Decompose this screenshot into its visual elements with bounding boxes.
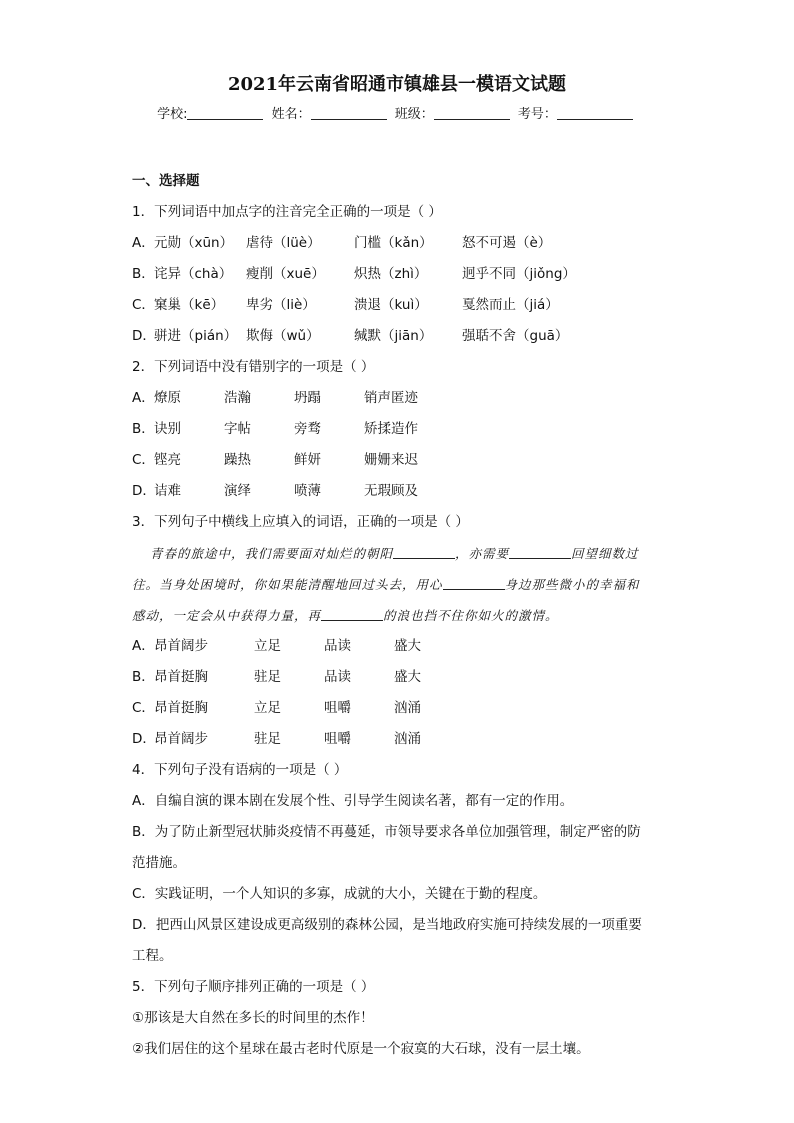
- passage-line-2: [132, 569, 672, 600]
- option-item: 瘦削（xuē）: [246, 266, 325, 282]
- passage-text: 的浪也挡不住你如火的激情。: [383, 608, 559, 623]
- option-label: C．: [132, 700, 155, 716]
- option-label: C．: [132, 297, 155, 313]
- question-3-stem: 3．下列句子中横线上应填入的词语，正确的一项是（ ）: [132, 514, 469, 530]
- name-label: 姓名：: [271, 107, 311, 122]
- option-item: 迥乎不同（jiǒng）: [462, 266, 576, 282]
- number-blank[interactable]: [557, 105, 633, 120]
- option-item: 品读: [324, 669, 351, 685]
- option-item: 无瑕顾及: [364, 483, 418, 499]
- option-item: 立足: [254, 700, 281, 716]
- option-item: 缄默（jiān）: [354, 328, 433, 344]
- option-item: 咀嚼: [324, 700, 351, 716]
- q4-option-a[interactable]: A．自编自演的课本剧在发展个性、引导学生阅读名著，都有一定的作用。: [132, 793, 574, 809]
- passage-text: 感动，一定会从中获得力量，再: [132, 608, 322, 623]
- q4-option-b-line1[interactable]: B．为了防止新型冠状肺炎疫情不再蔓延，市领导要求各单位加强管理，制定严密的防: [132, 824, 641, 840]
- q4-option-c[interactable]: C．实践证明，一个人知识的多寡，成就的大小，关键在于勤的程度。: [132, 886, 547, 902]
- option-label: B．: [132, 669, 155, 685]
- student-info-row: [0, 103, 794, 122]
- option-item: 铿亮: [154, 452, 181, 468]
- option-item: 字帖: [224, 421, 251, 437]
- option-item: 盛大: [394, 638, 421, 654]
- option-item: 门槛（kǎn）: [354, 235, 433, 251]
- option-item: 戛然而止（jiá）: [462, 297, 559, 313]
- q3-option-d[interactable]: [132, 724, 672, 755]
- question-5-stem: 5．下列句子顺序排列正确的一项是（ ）: [132, 979, 375, 995]
- option-item: 立足: [254, 638, 281, 654]
- option-label: D．: [132, 731, 156, 747]
- option-item: 窠巢（kē）: [154, 297, 225, 313]
- passage-text: ，亦需要: [455, 546, 510, 561]
- question-2-stem: 2．下列词语中没有错别字的一项是（ ）: [132, 359, 375, 375]
- option-item: 强聒不舍（guā）: [462, 328, 569, 344]
- option-item: 坍蹋: [294, 390, 321, 406]
- option-item: 炽热（zhì）: [354, 266, 428, 282]
- class-label: 班级：: [394, 107, 434, 122]
- fill-blank-4[interactable]: [321, 608, 383, 621]
- option-item: 姗姗来迟: [364, 452, 418, 468]
- option-item: 虐待（lüè）: [246, 235, 321, 251]
- option-label: A．: [132, 638, 155, 654]
- school-blank[interactable]: [187, 105, 263, 120]
- q2-option-c[interactable]: [132, 445, 672, 476]
- fill-blank-2[interactable]: [509, 546, 571, 559]
- option-item: 咀嚼: [324, 731, 351, 747]
- passage-line-1: [132, 538, 672, 569]
- question-1-stem: 1．下列词语中加点字的注音完全正确的一项是（ ）: [132, 204, 442, 220]
- option-label: B．: [132, 421, 155, 437]
- passage-text: 身边那些微小的幸福和: [504, 577, 640, 592]
- option-item: 诘难: [154, 483, 181, 499]
- q4-option-b-line2: 范措施。: [132, 855, 186, 871]
- option-item: 怒不可遏（è）: [462, 235, 552, 251]
- section-heading: 一、选择题: [132, 173, 200, 189]
- option-item: 浩瀚: [224, 390, 251, 406]
- option-label: C．: [132, 452, 155, 468]
- option-item: 卑劣（liè）: [246, 297, 316, 313]
- option-label: D．: [132, 328, 156, 344]
- passage-text: 回望细数过: [571, 546, 639, 561]
- q2-option-a[interactable]: [132, 383, 672, 414]
- q4-option-d-line1[interactable]: D．把西山风景区建设成更高级别的森林公园，是当地政府实施可持续发展的一项重要: [132, 917, 642, 933]
- option-item: 诧异（chà）: [154, 266, 233, 282]
- option-item: 躁热: [224, 452, 251, 468]
- option-item: 汹涌: [394, 700, 421, 716]
- option-item: 溃退（kuì）: [354, 297, 428, 313]
- q3-option-b[interactable]: [132, 662, 672, 693]
- option-item: 驻足: [254, 669, 281, 685]
- option-item: 诀别: [154, 421, 181, 437]
- passage-text: 往。当身处困境时，你如果能清醒地回过头去，用心: [132, 577, 443, 592]
- q1-option-c[interactable]: [132, 290, 672, 321]
- option-item: 昂首挺胸: [154, 669, 208, 685]
- option-item: 驻足: [254, 731, 281, 747]
- question-4-stem: 4．下列句子没有语病的一项是（ ）: [132, 762, 348, 778]
- option-item: 元勋（xūn）: [154, 235, 234, 251]
- name-blank[interactable]: [311, 105, 387, 120]
- option-item: 旁骛: [294, 421, 321, 437]
- passage-text: 青春的旅途中，我们需要面对灿烂的朝阳: [150, 546, 394, 561]
- option-label: A．: [132, 390, 155, 406]
- q5-sentence-2: ②我们居住的这个星球在最古老时代原是一个寂寞的大石球，没有一层土壤。: [132, 1041, 590, 1057]
- q1-option-a[interactable]: [132, 228, 672, 259]
- option-item: 矫揉造作: [364, 421, 418, 437]
- option-item: 销声匿迹: [364, 390, 418, 406]
- option-item: 骈进（pián）: [154, 328, 238, 344]
- passage-line-3: [132, 600, 672, 631]
- option-item: 昂首阔步: [154, 731, 208, 747]
- option-item: 昂首阔步: [154, 638, 208, 654]
- class-blank[interactable]: [434, 105, 510, 120]
- fill-blank-1[interactable]: [393, 546, 455, 559]
- number-label: 考号：: [517, 107, 557, 122]
- option-item: 演绎: [224, 483, 251, 499]
- option-label: D．: [132, 483, 156, 499]
- q1-option-b[interactable]: [132, 259, 672, 290]
- q5-sentence-1: ①那该是大自然在多长的时间里的杰作！: [132, 1010, 374, 1026]
- school-label: 学校:: [157, 107, 188, 122]
- q3-option-a[interactable]: [132, 631, 672, 662]
- option-item: 品读: [324, 638, 351, 654]
- option-item: 盛大: [394, 669, 421, 685]
- option-label: B．: [132, 266, 155, 282]
- fill-blank-3[interactable]: [443, 577, 505, 590]
- q2-option-b[interactable]: [132, 414, 672, 445]
- option-item: 汹涌: [394, 731, 421, 747]
- q2-option-d[interactable]: [132, 476, 672, 507]
- option-item: 鲜妍: [294, 452, 321, 468]
- q3-option-c[interactable]: [132, 693, 672, 724]
- option-item: 燎原: [154, 390, 181, 406]
- option-item: 欺侮（wǔ）: [246, 328, 320, 344]
- question-content: [132, 166, 672, 1065]
- q4-option-d-line2: 工程。: [132, 948, 173, 964]
- option-item: 喷薄: [294, 483, 321, 499]
- option-label: A．: [132, 235, 155, 251]
- q1-option-d[interactable]: [132, 321, 672, 352]
- option-item: 昂首挺胸: [154, 700, 208, 716]
- exam-title: 2021年云南省昭通市镇雄县一模语文试题: [227, 74, 567, 95]
